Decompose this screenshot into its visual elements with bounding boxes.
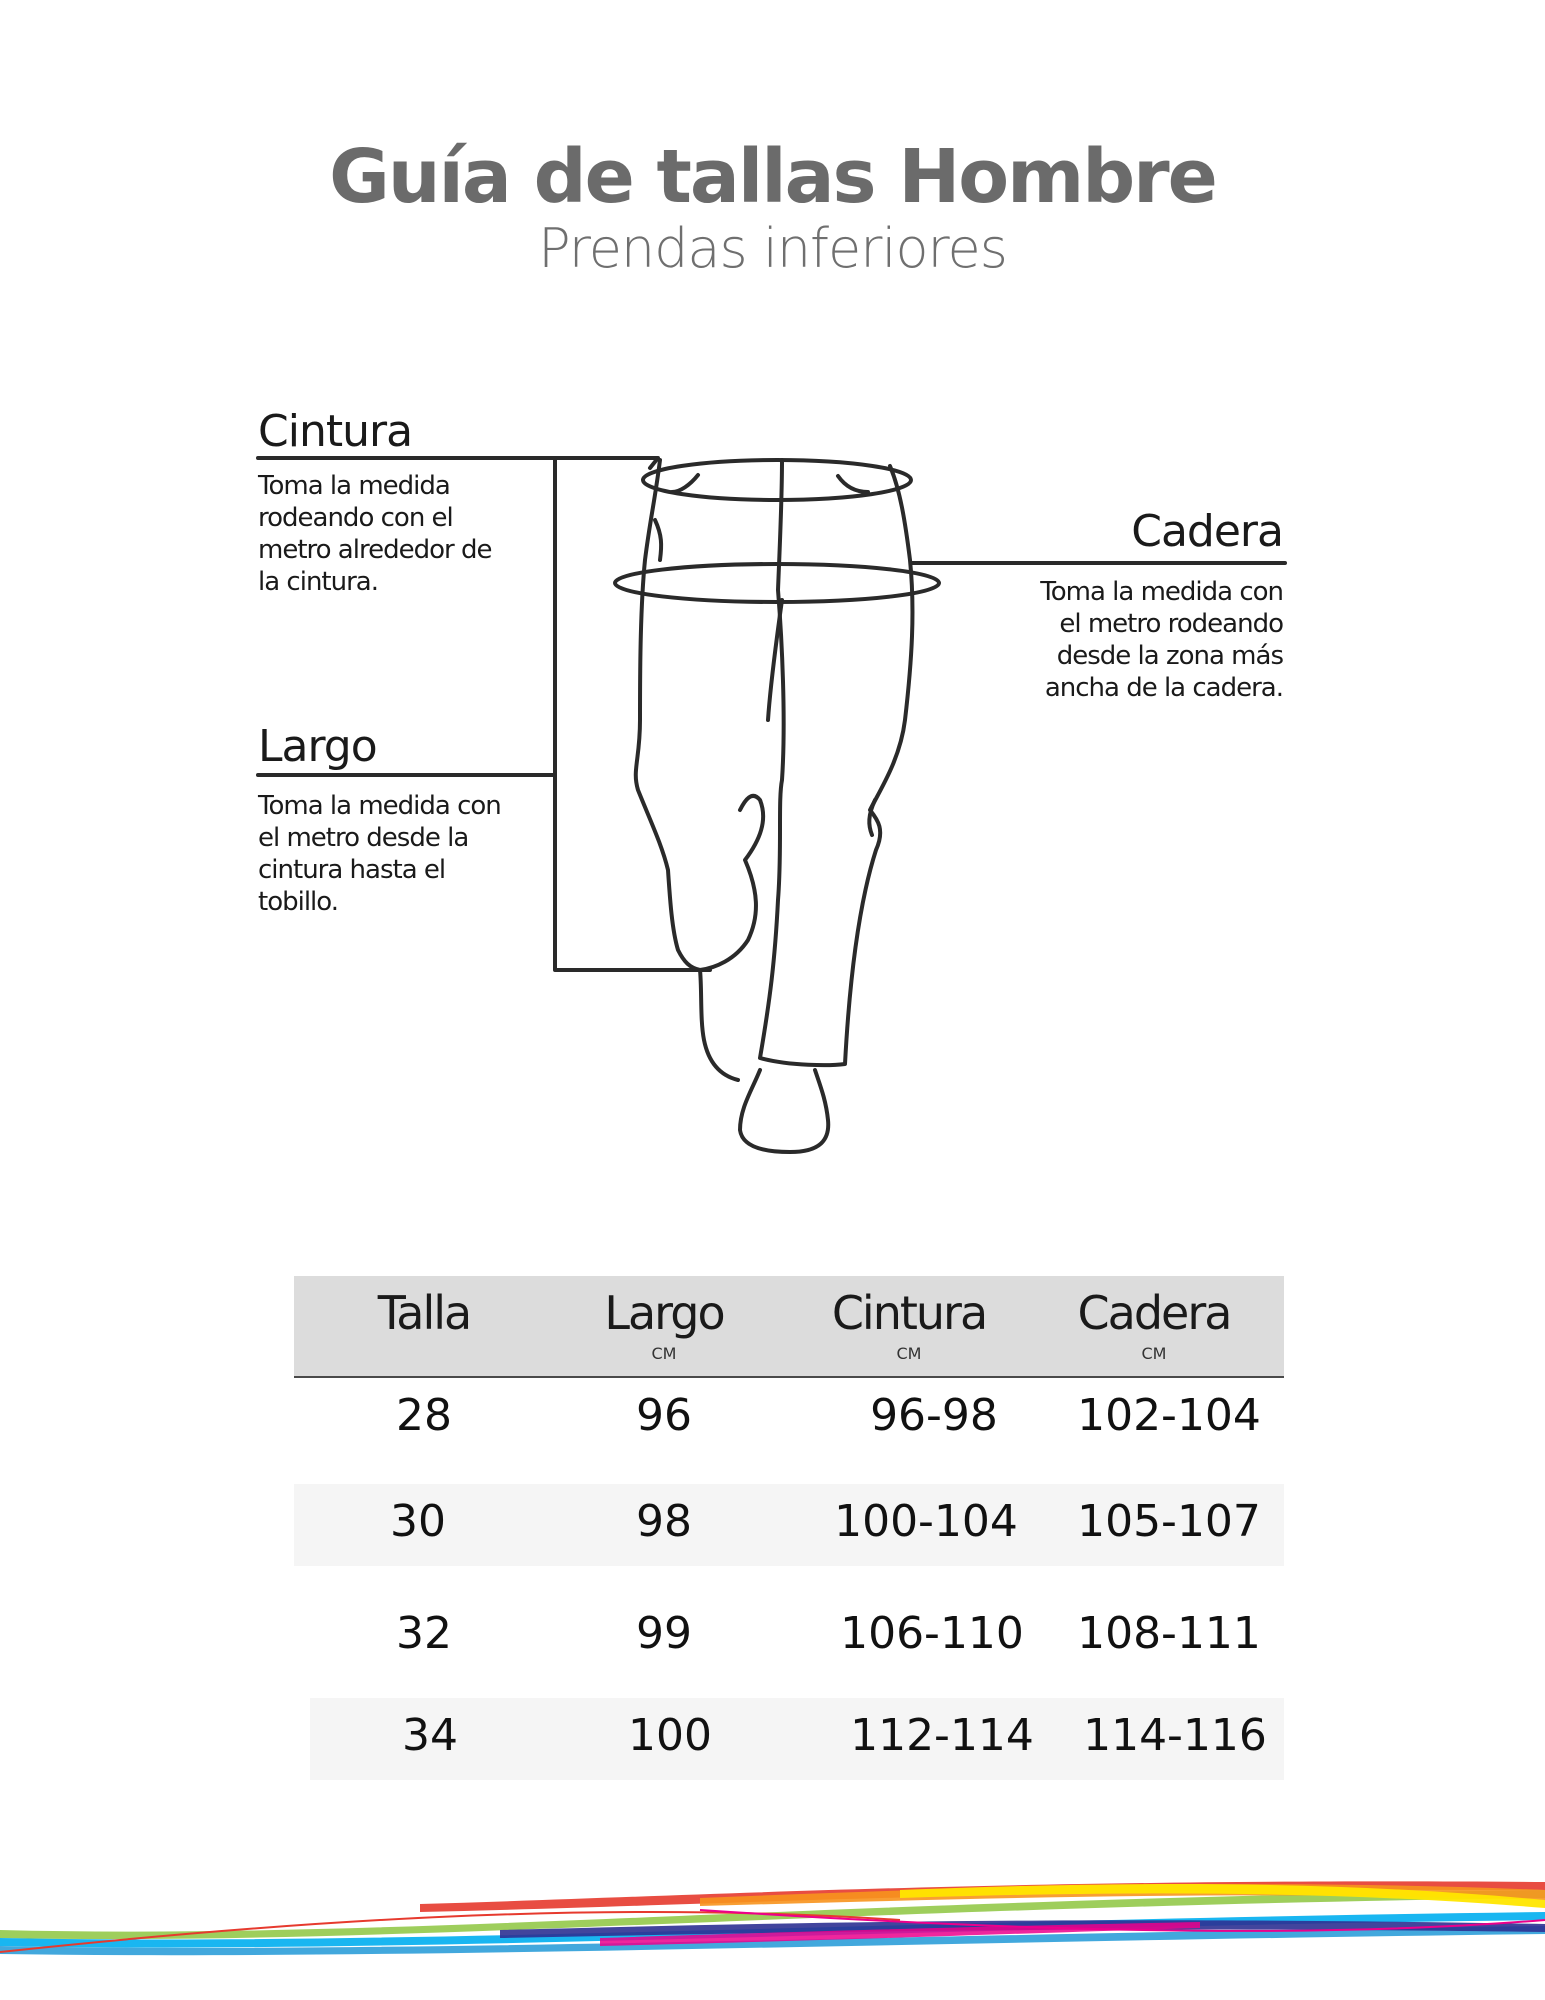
cell-cintura: 96-98 [870,1390,998,1441]
cell-talla: 30 [390,1496,446,1547]
cell-cadera: 105-107 [1077,1496,1261,1547]
cell-cadera: 108-111 [1077,1608,1261,1659]
pants-outline [636,460,763,970]
table-row [294,1378,1284,1460]
waist-description: Toma la medida rodeando con el metro alrededor de la cintura. [258,471,492,597]
hip-label: Cadera [1131,506,1283,557]
length-description: Toma la medida con el metro desde la cintura hasta el tobillo. [258,791,501,917]
cell-largo: 99 [636,1608,692,1659]
cell-cintura: 106-110 [840,1608,1024,1659]
page-title: Guía de tallas Hombre [329,134,1216,220]
right-leg-outline [760,460,912,1065]
cell-talla: 28 [396,1390,452,1441]
size-table [294,1276,1284,1761]
cell-cadera: 102-104 [1077,1390,1261,1441]
length-bracket-line [555,460,710,970]
length-label: Largo [258,721,377,772]
header-largo: Largo CM [604,1286,724,1363]
waist-ellipse [643,460,911,500]
header-cintura: Cintura CM [831,1286,987,1363]
waist-label: Cintura [258,406,413,457]
hip-description: Toma la medida con el metro rodeando desde la zona más ancha de la cadera. [1040,577,1283,703]
rainbow-stripes-decoration [0,1860,1545,2000]
table-row [294,1484,1284,1566]
cell-cadera: 114-116 [1083,1710,1267,1761]
cell-largo: 98 [636,1496,692,1547]
shoe-outline [740,1070,828,1152]
header-cadera: Cadera CM [1077,1286,1231,1363]
cell-talla: 32 [396,1608,452,1659]
cell-cintura: 112-114 [850,1710,1034,1761]
cell-largo: 96 [636,1390,692,1441]
cell-largo: 100 [628,1710,712,1761]
table-row [310,1698,1284,1780]
table-header [294,1276,1284,1378]
waist-leader-line [258,458,658,468]
header-talla: Talla [377,1286,471,1340]
table-row [294,1596,1284,1678]
cell-cintura: 100-104 [834,1496,1018,1547]
cell-talla: 34 [402,1710,458,1761]
page-subtitle: Prendas inferiores [538,217,1007,280]
